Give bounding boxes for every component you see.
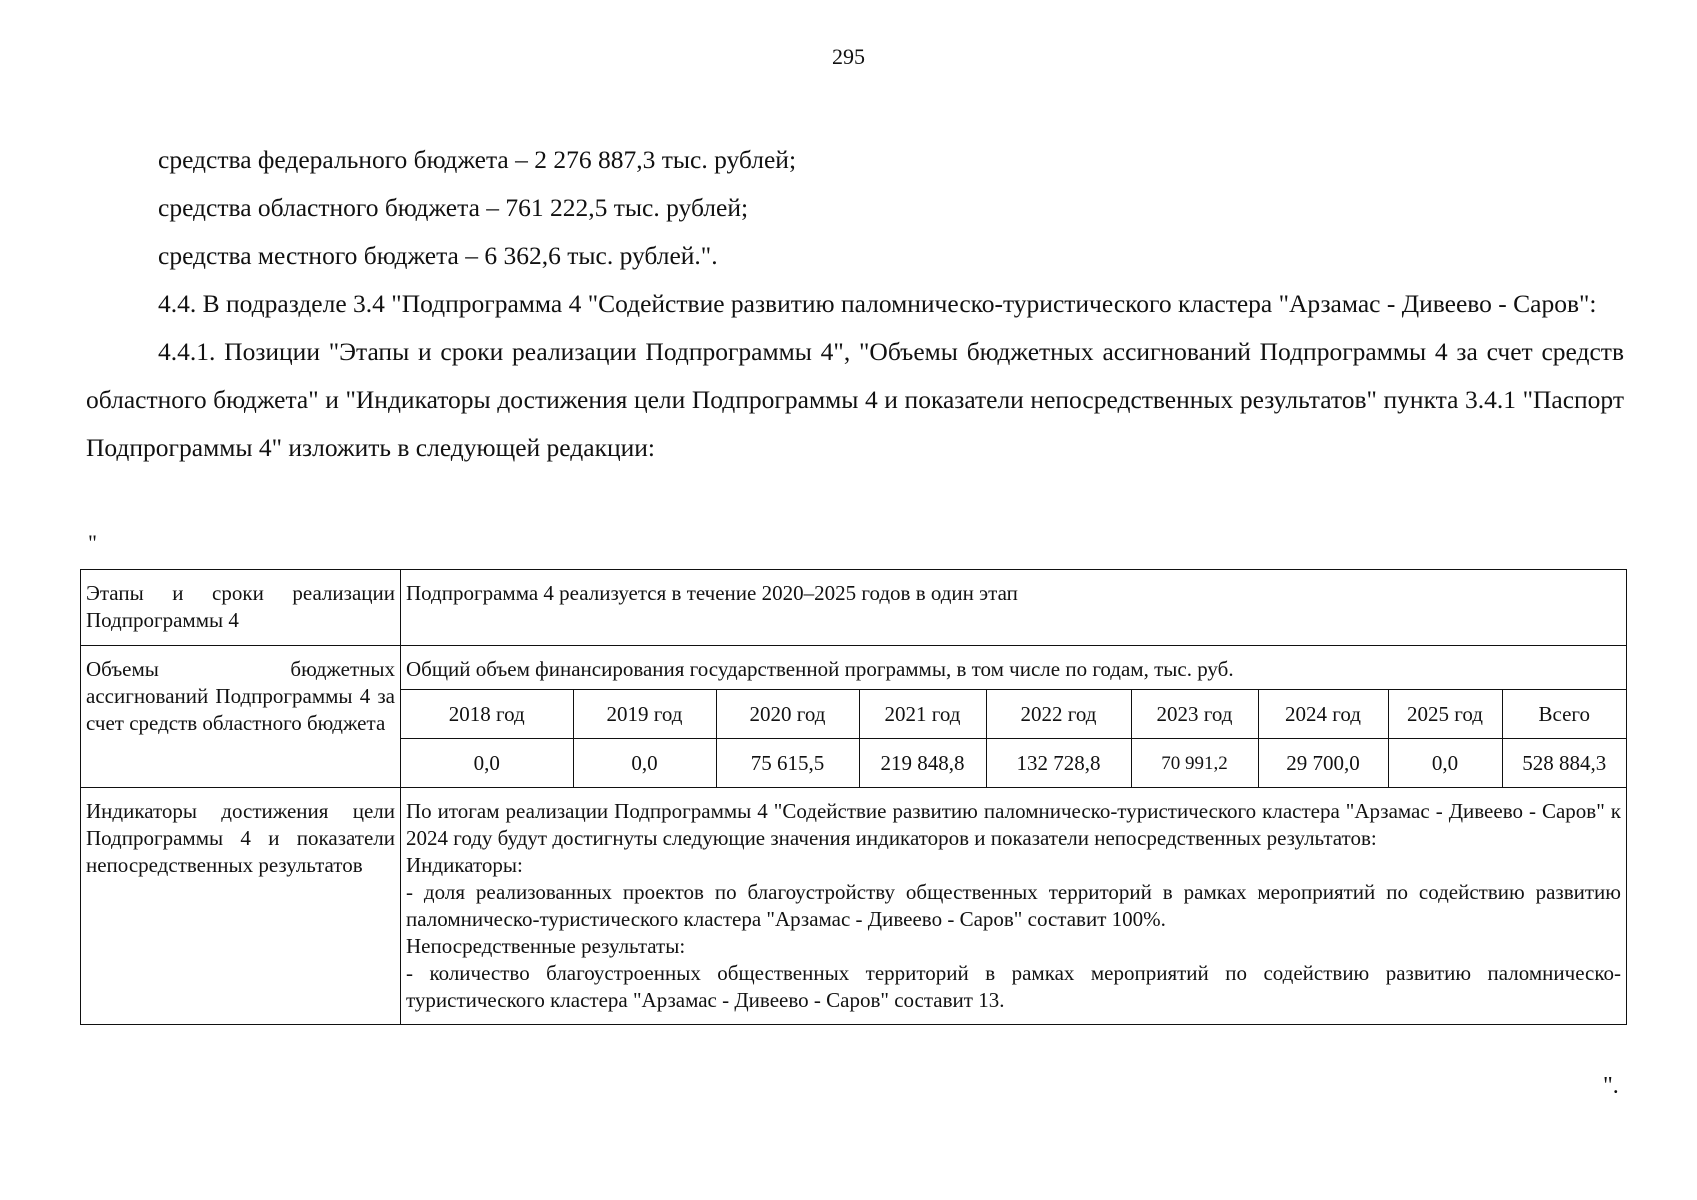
table-row-indicators bbox=[81, 788, 1627, 1025]
year-2018: 2018 год bbox=[401, 690, 573, 739]
budget-content bbox=[401, 646, 1627, 788]
budget-years-row bbox=[401, 690, 1626, 739]
value-total: 528 884,3 bbox=[1522, 750, 1607, 775]
results-title: Непосредственные результаты: bbox=[406, 934, 686, 958]
year-2020: 2020 год bbox=[716, 690, 859, 739]
value-2020: 75 615,5 bbox=[716, 739, 859, 788]
budget-header: Общий объем финансирования государственной программы, в том числе по годам, тыс. руб. bbox=[401, 646, 1626, 690]
paragraph-federal-budget: средства федерального бюджета – 2 276 887,3 тыс. рублей; bbox=[158, 145, 797, 174]
opening-quote: " bbox=[88, 530, 97, 555]
year-2025: 2025 год bbox=[1388, 690, 1502, 739]
indicator-item: - доля реализованных проектов по благоустройству общественных территорий в рамках мероприятий по содействию развитию паломническо-туристического кластера "Арзамас - Дивеево - Саров" составит 100%. bbox=[406, 880, 1621, 931]
value-2023: 70 991,2 bbox=[1131, 739, 1258, 788]
paragraph-regional-budget: средства областного бюджета – 761 222,5 тыс. рублей; bbox=[158, 193, 749, 222]
year-2021: 2021 год bbox=[859, 690, 986, 739]
indicators-title: Индикаторы: bbox=[406, 853, 523, 877]
paragraph-section-4-4-1: 4.4.1. Позиции "Этапы и сроки реализации Подпрограммы 4", "Объемы бюджетных ассигнований Подпрограммы 4 за счет средств областного бюджета" и "Индикаторы достижения цели Подпрограммы 4 и показатели непосредственных результатов" пункта 3.4.1 "Паспорт Подпрограммы 4" изложить в следующей редакции: bbox=[86, 337, 1624, 462]
stages-content: Подпрограмма 4 реализуется в течение 2020–2025 годов в один этап bbox=[401, 570, 1627, 646]
stages-label: Этапы и сроки реализации Подпрограммы 4 bbox=[81, 570, 401, 646]
closing-quote: ". bbox=[1603, 1073, 1619, 1099]
value-2021: 219 848,8 bbox=[859, 739, 986, 788]
value-2018: 0,0 bbox=[401, 739, 573, 788]
paragraph-local-budget: средства местного бюджета – 6 362,6 тыс. рублей.". bbox=[158, 241, 718, 270]
value-2022: 132 728,8 bbox=[986, 739, 1131, 788]
indicators-content bbox=[401, 788, 1627, 1025]
page-number: 295 bbox=[832, 44, 865, 69]
indicators-intro: По итогам реализации Подпрограммы 4 "Содействие развитию паломническо-туристического кластера "Арзамас - Дивеево - Саров" к 2024 году будут достигнуты следующие значения индикаторов и показатели непосредственных результатов: bbox=[406, 799, 1621, 850]
year-2023: 2023 год bbox=[1131, 690, 1258, 739]
indicators-label-text: Индикаторы достижения цели Подпрограммы 4 и показатели непосредственных результатов bbox=[86, 799, 395, 877]
year-total: Всего bbox=[1502, 690, 1626, 739]
budget-years-table bbox=[401, 690, 1626, 787]
budget-label: Объемы бюджетных ассигнований Подпрограммы 4 за счет средств областного бюджета bbox=[81, 646, 401, 788]
passport-table bbox=[80, 569, 1627, 1025]
budget-values-row bbox=[401, 739, 1626, 788]
indicators-label bbox=[81, 788, 401, 1025]
table-row-stages bbox=[81, 570, 1627, 646]
year-2024: 2024 год bbox=[1258, 690, 1388, 739]
result-item: - количество благоустроенных общественных территорий в рамках мероприятий по содействию развитию паломническо-туристического кластера "Арзамас - Дивеево - Саров" составит 13. bbox=[406, 961, 1621, 1012]
paragraph-section-4-4: 4.4. В подразделе 3.4 "Подпрограмма 4 "Содействие развитию паломническо-туристического кластера "Арзамас - Дивеево - Саров": bbox=[158, 289, 1597, 318]
year-2022: 2022 год bbox=[986, 690, 1131, 739]
value-2019: 0,0 bbox=[573, 739, 716, 788]
value-2025: 0,0 bbox=[1388, 739, 1502, 788]
body-text bbox=[86, 136, 1624, 472]
table-row-budget bbox=[81, 646, 1627, 788]
year-2019: 2019 год bbox=[573, 690, 716, 739]
value-2024: 29 700,0 bbox=[1258, 739, 1388, 788]
